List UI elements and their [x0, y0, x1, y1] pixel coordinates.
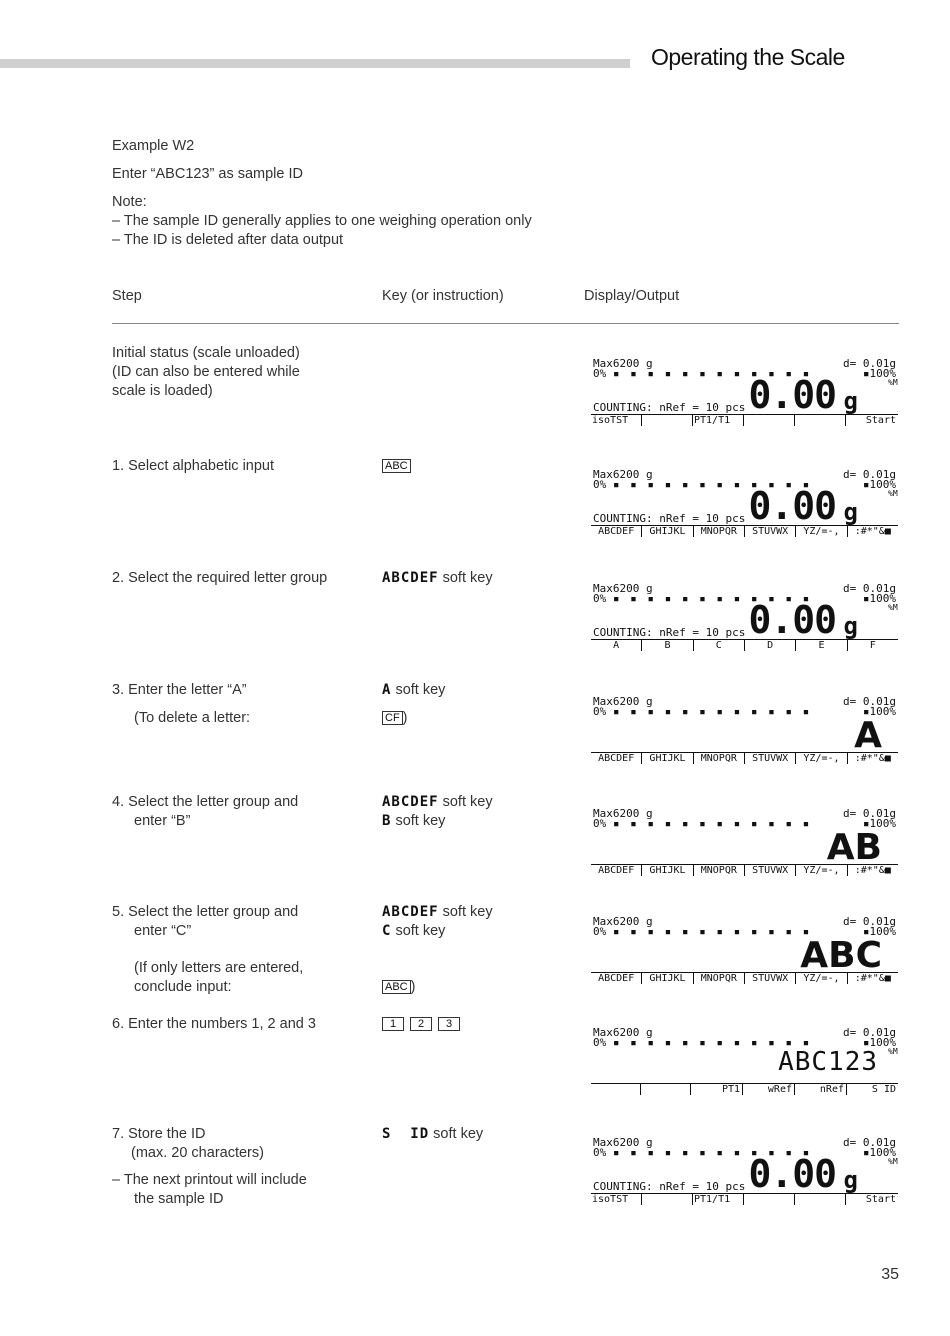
softkey-abcdef[interactable]: ABCDEF [382, 570, 439, 586]
lcd-display [591, 1138, 898, 1205]
lcd-softkey-start[interactable]: Start [845, 415, 898, 426]
lcd-softkey[interactable]: B [641, 640, 692, 651]
number-key-3[interactable]: 3 [438, 1017, 460, 1031]
lcd-weight: 0.00 [748, 373, 836, 417]
lcd-display [591, 584, 898, 651]
lcd-bargraph: ▪ ▪ ▪ ▪ ▪ ▪ ▪ ▪ ▪ ▪ ▪ ▪ [612, 367, 812, 380]
table-header-rule [112, 323, 899, 324]
lcd-side-symbols: %M [888, 489, 898, 498]
lcd-softkey[interactable] [743, 1194, 794, 1205]
header-rule [0, 59, 630, 68]
lcd-softkey[interactable]: STUVWX [744, 526, 795, 537]
lcd-softkey[interactable]: MNOPQR [693, 526, 744, 537]
lcd-zero: 0% [593, 705, 607, 718]
lcd-softkey[interactable]: nRef [794, 1084, 846, 1095]
lcd-softkey[interactable]: YZ/=-, [795, 973, 846, 984]
lcd-display [591, 1028, 898, 1095]
lcd-zero: 0% [593, 478, 607, 491]
lcd-counting: COUNTING: nRef = 10 pcs [593, 1180, 746, 1193]
lcd-softkey[interactable]: GHIJKL [641, 973, 692, 984]
lcd-softkey[interactable]: PT1/T1 [692, 1194, 743, 1205]
lcd-zero: 0% [593, 1036, 607, 1049]
lcd-unit: g [843, 612, 858, 640]
lcd-softkey[interactable] [641, 415, 692, 426]
column-header-display: Display/Output [584, 288, 680, 304]
step-text: Initial status (scale unloaded) [112, 345, 300, 361]
lcd-bargraph: ▪ ▪ ▪ ▪ ▪ ▪ ▪ ▪ ▪ ▪ ▪ ▪ [612, 817, 812, 830]
lcd-zero: 0% [593, 367, 607, 380]
step-text: 6. Enter the numbers 1, 2 and 3 [112, 1016, 316, 1032]
lcd-softkey[interactable]: :#*"&■ [847, 865, 898, 876]
column-header-step: Step [112, 288, 142, 304]
lcd-resolution: d= 0.01g [843, 697, 896, 708]
lcd-softkey[interactable] [640, 1084, 690, 1095]
lcd-id-entry: ABC [800, 935, 882, 976]
lcd-softkey[interactable] [641, 1194, 692, 1205]
lcd-max: Max6200 g [593, 809, 653, 820]
lcd-resolution: d= 0.01g [843, 1028, 896, 1039]
lcd-softkey-start[interactable]: Start [845, 1194, 898, 1205]
lcd-hundred: ▪100% [862, 705, 896, 718]
number-key-1[interactable]: 1 [382, 1017, 404, 1031]
step-text: 2. Select the required letter group [112, 570, 328, 586]
cf-key[interactable]: CF [382, 711, 403, 725]
lcd-softkey[interactable]: GHIJKL [641, 526, 692, 537]
key-suffix: soft key [391, 682, 446, 698]
key-suffix: soft key [391, 813, 446, 829]
step-text: scale is loaded) [112, 383, 213, 399]
step-subtext: conclude input: [134, 979, 232, 995]
softkey-abcdef[interactable]: ABCDEF [382, 794, 439, 810]
lcd-hundred: ▪100% [862, 367, 896, 380]
lcd-resolution: d= 0.01g [843, 1138, 896, 1149]
lcd-id-entry: AB [826, 827, 882, 868]
lcd-hundred: ▪100% [862, 1146, 896, 1159]
example-label: Example W2 [112, 138, 195, 154]
softkey-abcdef[interactable]: ABCDEF [382, 904, 439, 920]
step-text: (ID can also be entered while [112, 364, 300, 380]
page-number: 35 [881, 1266, 899, 1283]
lcd-softkey[interactable]: :#*"&■ [847, 526, 898, 537]
lcd-softkey-sid[interactable]: S ID [846, 1084, 898, 1095]
lcd-softkey[interactable]: PT1 [690, 1084, 742, 1095]
lcd-weight: 0.00 [748, 484, 836, 528]
lcd-softkey[interactable]: isoTST [592, 1194, 629, 1205]
lcd-max: Max6200 g [593, 470, 653, 481]
lcd-softkey[interactable]: STUVWX [744, 753, 795, 764]
lcd-softkey[interactable]: STUVWX [744, 865, 795, 876]
lcd-softkey[interactable]: ABCDEF [598, 526, 635, 537]
lcd-display [591, 917, 898, 984]
lcd-softkey-bar [591, 414, 898, 426]
lcd-id-entry: A [854, 715, 882, 756]
lcd-resolution: d= 0.01g [843, 917, 896, 928]
lcd-softkey[interactable]: MNOPQR [693, 973, 744, 984]
lcd-unit: g [843, 387, 858, 415]
lcd-bargraph: ▪ ▪ ▪ ▪ ▪ ▪ ▪ ▪ ▪ ▪ ▪ ▪ [612, 592, 812, 605]
lcd-bargraph: ▪ ▪ ▪ ▪ ▪ ▪ ▪ ▪ ▪ ▪ ▪ ▪ [612, 705, 812, 718]
key-suffix: soft key [429, 1126, 484, 1142]
lcd-bargraph: ▪ ▪ ▪ ▪ ▪ ▪ ▪ ▪ ▪ ▪ ▪ ▪ [612, 478, 812, 491]
lcd-counting: COUNTING: nRef = 10 pcs [593, 512, 746, 525]
paren: ) [410, 979, 416, 995]
lcd-max: Max6200 g [593, 1028, 653, 1039]
lcd-softkey[interactable]: YZ/=-, [795, 526, 846, 537]
step-text: 4. Select the letter group and [112, 794, 299, 810]
lcd-weight: 0.00 [748, 1152, 836, 1196]
step-text: – The next printout will include [112, 1172, 307, 1188]
softkey-c[interactable]: C [382, 923, 392, 939]
step-text: enter “C” [134, 923, 192, 939]
lcd-softkey[interactable]: ABCDEF [598, 753, 635, 764]
lcd-softkey[interactable]: E [795, 640, 846, 651]
column-header-key: Key (or instruction) [382, 288, 504, 304]
lcd-display [591, 809, 898, 876]
lcd-softkey[interactable]: A [613, 640, 620, 651]
lcd-softkey-bar [591, 525, 898, 537]
lcd-softkey-bar [591, 864, 898, 876]
lcd-weight: 0.00 [748, 598, 836, 642]
lcd-softkey[interactable]: MNOPQR [693, 865, 744, 876]
note-label: Note: [112, 194, 147, 210]
lcd-softkey[interactable]: :#*"&■ [847, 973, 898, 984]
lcd-softkey-bar [591, 752, 898, 764]
lcd-softkey[interactable]: :#*"&■ [847, 753, 898, 764]
lcd-hundred: ▪100% [862, 817, 896, 830]
step-subtext: (If only letters are entered, [134, 960, 304, 976]
lcd-softkey[interactable] [794, 1194, 845, 1205]
lcd-display [591, 359, 898, 426]
lcd-counting: COUNTING: nRef = 10 pcs [593, 401, 746, 414]
key-suffix: soft key [438, 794, 493, 810]
lcd-display [591, 697, 898, 764]
lcd-side-symbols: %M [888, 1047, 898, 1056]
key-suffix: soft key [438, 570, 493, 586]
lcd-resolution: d= 0.01g [843, 809, 896, 820]
lcd-softkey[interactable]: GHIJKL [641, 753, 692, 764]
lcd-softkey[interactable]: YZ/=-, [795, 753, 846, 764]
lcd-max: Max6200 g [593, 697, 653, 708]
lcd-max: Max6200 g [593, 917, 653, 928]
lcd-counting: COUNTING: nRef = 10 pcs [593, 626, 746, 639]
lcd-max: Max6200 g [593, 359, 653, 370]
paren: ) [402, 710, 408, 726]
number-key-2[interactable]: 2 [410, 1017, 432, 1031]
lcd-softkey[interactable]: PT1/T1 [692, 415, 743, 426]
lcd-display [591, 470, 898, 537]
lcd-resolution: d= 0.01g [843, 584, 896, 595]
lcd-unit: g [843, 498, 858, 526]
lcd-softkey[interactable]: C [693, 640, 744, 651]
lcd-hundred: ▪100% [862, 478, 896, 491]
lcd-id-entry: ABC123 [778, 1047, 878, 1077]
key-suffix: soft key [391, 923, 446, 939]
step-subtext: (To delete a letter: [134, 710, 251, 726]
lcd-softkey-bar [591, 639, 898, 651]
lcd-softkey-bar [591, 1193, 898, 1205]
lcd-unit: g [843, 1166, 858, 1194]
lcd-softkey[interactable]: GHIJKL [641, 865, 692, 876]
lcd-max: Max6200 g [593, 1138, 653, 1149]
step-text: the sample ID [134, 1191, 224, 1207]
note-item: – The ID is deleted after data output [112, 232, 344, 248]
lcd-softkey-bar [591, 972, 898, 984]
page-title: Operating the Scale [651, 44, 845, 70]
lcd-softkey[interactable] [591, 1084, 640, 1095]
step-text: (max. 20 characters) [131, 1145, 264, 1161]
lcd-softkey[interactable]: MNOPQR [693, 753, 744, 764]
lcd-bargraph: ▪ ▪ ▪ ▪ ▪ ▪ ▪ ▪ ▪ ▪ ▪ ▪ [612, 1036, 812, 1049]
step-text: 3. Enter the letter “A” [112, 682, 247, 698]
softkey-sid[interactable]: S ID [382, 1126, 430, 1142]
lcd-softkey[interactable]: F [847, 640, 898, 651]
key-suffix: soft key [438, 904, 493, 920]
lcd-hundred: ▪100% [862, 925, 896, 938]
lcd-softkey[interactable]: D [744, 640, 795, 651]
lcd-softkey[interactable]: isoTST [592, 415, 629, 426]
lcd-softkey[interactable]: wRef [742, 1084, 794, 1095]
lcd-side-symbols: %M [888, 1157, 898, 1166]
lcd-zero: 0% [593, 592, 607, 605]
lcd-softkey[interactable]: YZ/=-, [795, 865, 846, 876]
step-text: enter “B” [134, 813, 191, 829]
example-task: Enter “ABC123” as sample ID [112, 166, 303, 182]
lcd-softkey[interactable] [794, 415, 845, 426]
lcd-bargraph: ▪ ▪ ▪ ▪ ▪ ▪ ▪ ▪ ▪ ▪ ▪ ▪ [612, 925, 812, 938]
lcd-bargraph: ▪ ▪ ▪ ▪ ▪ ▪ ▪ ▪ ▪ ▪ ▪ ▪ [612, 1146, 812, 1159]
step-text: 7. Store the ID [112, 1126, 206, 1142]
lcd-side-symbols: %M [888, 378, 898, 387]
lcd-softkey[interactable]: ABCDEF [598, 973, 635, 984]
lcd-softkey[interactable]: STUVWX [744, 973, 795, 984]
step-text: 5. Select the letter group and [112, 904, 299, 920]
lcd-softkey[interactable] [743, 415, 794, 426]
lcd-zero: 0% [593, 817, 607, 830]
lcd-hundred: ▪100% [862, 1036, 896, 1049]
lcd-max: Max6200 g [593, 584, 653, 595]
lcd-zero: 0% [593, 1146, 607, 1159]
lcd-resolution: d= 0.01g [843, 359, 896, 370]
lcd-zero: 0% [593, 925, 607, 938]
softkey-b[interactable]: B [382, 813, 392, 829]
lcd-resolution: d= 0.01g [843, 470, 896, 481]
lcd-softkey[interactable]: ABCDEF [598, 865, 635, 876]
step-text: 1. Select alphabetic input [112, 458, 275, 474]
softkey-a[interactable]: A [382, 682, 392, 698]
note-item: – The sample ID generally applies to one weighing operation only [112, 213, 532, 229]
lcd-side-symbols: %M [888, 603, 898, 612]
lcd-softkey-bar [591, 1083, 898, 1095]
abc-key[interactable]: ABC [382, 980, 411, 994]
abc-key[interactable]: ABC [382, 459, 411, 473]
lcd-hundred: ▪100% [862, 592, 896, 605]
